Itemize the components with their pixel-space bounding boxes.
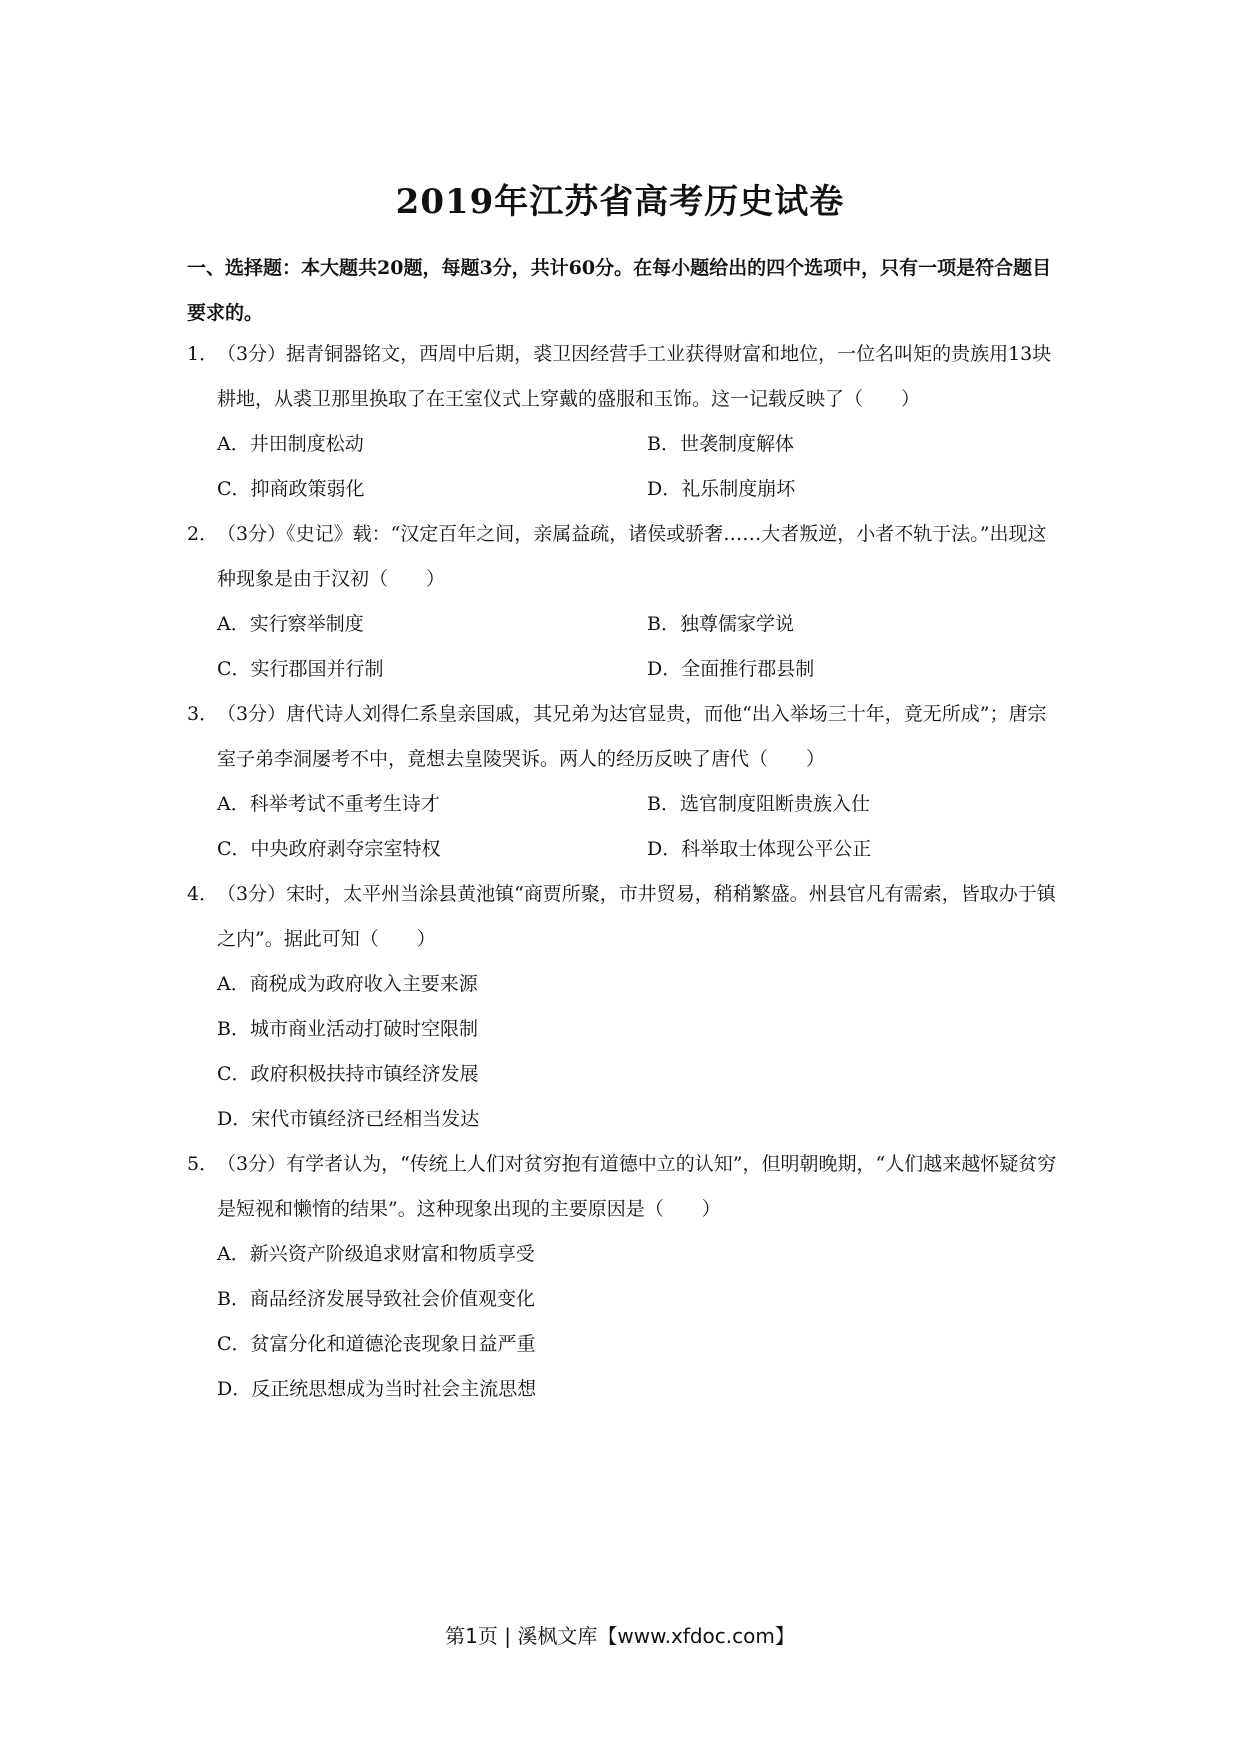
question-stem [187, 692, 1057, 782]
question-number: 2． [187, 523, 219, 545]
option-c: C．中央政府剥夺宗室特权 [217, 838, 441, 860]
section-heading: 一、选择题：本大题共20题，每题3分，共计60分。在每小题给出的四个选项中，只有一项是符合题目要求的。 [187, 257, 1052, 324]
question-stem [187, 512, 1057, 602]
option-d: D．全面推行郡县制 [647, 658, 815, 680]
question-stem [187, 872, 1057, 962]
question-text: （3分）《史记》载：“汉定百年之间，亲属益疏，诸侯或骄奢……大者叛逆，小者不轨于法。”出现这种现象是由于汉初（ ） [217, 523, 1047, 590]
question-1 [187, 332, 1057, 512]
option-b: B．选官制度阻断贵族入仕 [647, 793, 870, 815]
option-c: C．实行郡国并行制 [217, 658, 384, 680]
option-b: B．商品经济发展导致社会价值观变化 [217, 1288, 535, 1310]
question-2 [187, 512, 1057, 692]
question-3 [187, 692, 1057, 872]
options [217, 1232, 1057, 1412]
question-stem [187, 332, 1057, 422]
question-number: 3． [187, 703, 219, 725]
options [217, 782, 1057, 872]
option-a: A．商税成为政府收入主要来源 [217, 973, 478, 995]
option-d: D．礼乐制度崩坏 [647, 478, 796, 500]
options [217, 962, 1057, 1142]
option-b: B．世袭制度解体 [647, 433, 794, 455]
options [217, 422, 1057, 512]
option-c: C．抑商政策弱化 [217, 478, 365, 500]
question-number: 4． [187, 883, 219, 905]
option-b: B．独尊儒家学说 [647, 613, 794, 635]
question-text: （3分）据青铜器铭文，西周中后期，裘卫因经营手工业获得财富和地位，一位名叫矩的贵族用13块耕地，从裘卫那里换取了在王室仪式上穿戴的盛服和玉饰。这一记载反映了（ ） [217, 343, 1052, 410]
question-text: （3分）唐代诗人刘得仁系皇亲国戚，其兄弟为达官显贵，而他“出入举场三十年，竟无所成”；唐宗室子弟李洞屡考不中，竟想去皇陵哭诉。两人的经历反映了唐代（ ） [217, 703, 1047, 770]
question-4 [187, 872, 1057, 1142]
option-a: A．实行察举制度 [217, 613, 364, 635]
option-c: C．政府积极扶持市镇经济发展 [217, 1063, 479, 1085]
option-b: B．城市商业活动打破时空限制 [217, 1018, 478, 1040]
option-a: A．井田制度松动 [217, 433, 364, 455]
page-footer: 第1页 | 溪枫文库【www.xfdoc.com】 [445, 1624, 795, 1648]
question-text: （3分）有学者认为，“传统上人们对贫穷抱有道德中立的认知”，但明朝晚期，“人们越来越怀疑贫穷是短视和懒惰的结果”。这种现象出现的主要原因是（ ） [217, 1153, 1057, 1220]
question-5 [187, 1142, 1057, 1412]
question-text: （3分）宋时，太平州当涂县黄池镇“商贾所聚，市井贸易，稍稍繁盛。州县官凡有需索，皆取办于镇之内”。据此可知（ ） [217, 883, 1056, 950]
option-d: D．宋代市镇经济已经相当发达 [217, 1108, 480, 1130]
option-c: C．贫富分化和道德沦丧现象日益严重 [217, 1333, 536, 1355]
question-list [187, 332, 1057, 1412]
question-number: 5． [187, 1153, 219, 1175]
option-d: D．科举取士体现公平公正 [647, 838, 872, 860]
question-number: 1． [187, 343, 219, 365]
option-a: A．科举考试不重考生诗才 [217, 793, 440, 815]
option-d: D．反正统思想成为当时社会主流思想 [217, 1378, 537, 1400]
question-stem [187, 1142, 1057, 1232]
options [217, 602, 1057, 692]
page-title: 2019年江苏省高考历史试卷 [395, 182, 845, 222]
option-a: A．新兴资产阶级追求财富和物质享受 [217, 1243, 535, 1265]
